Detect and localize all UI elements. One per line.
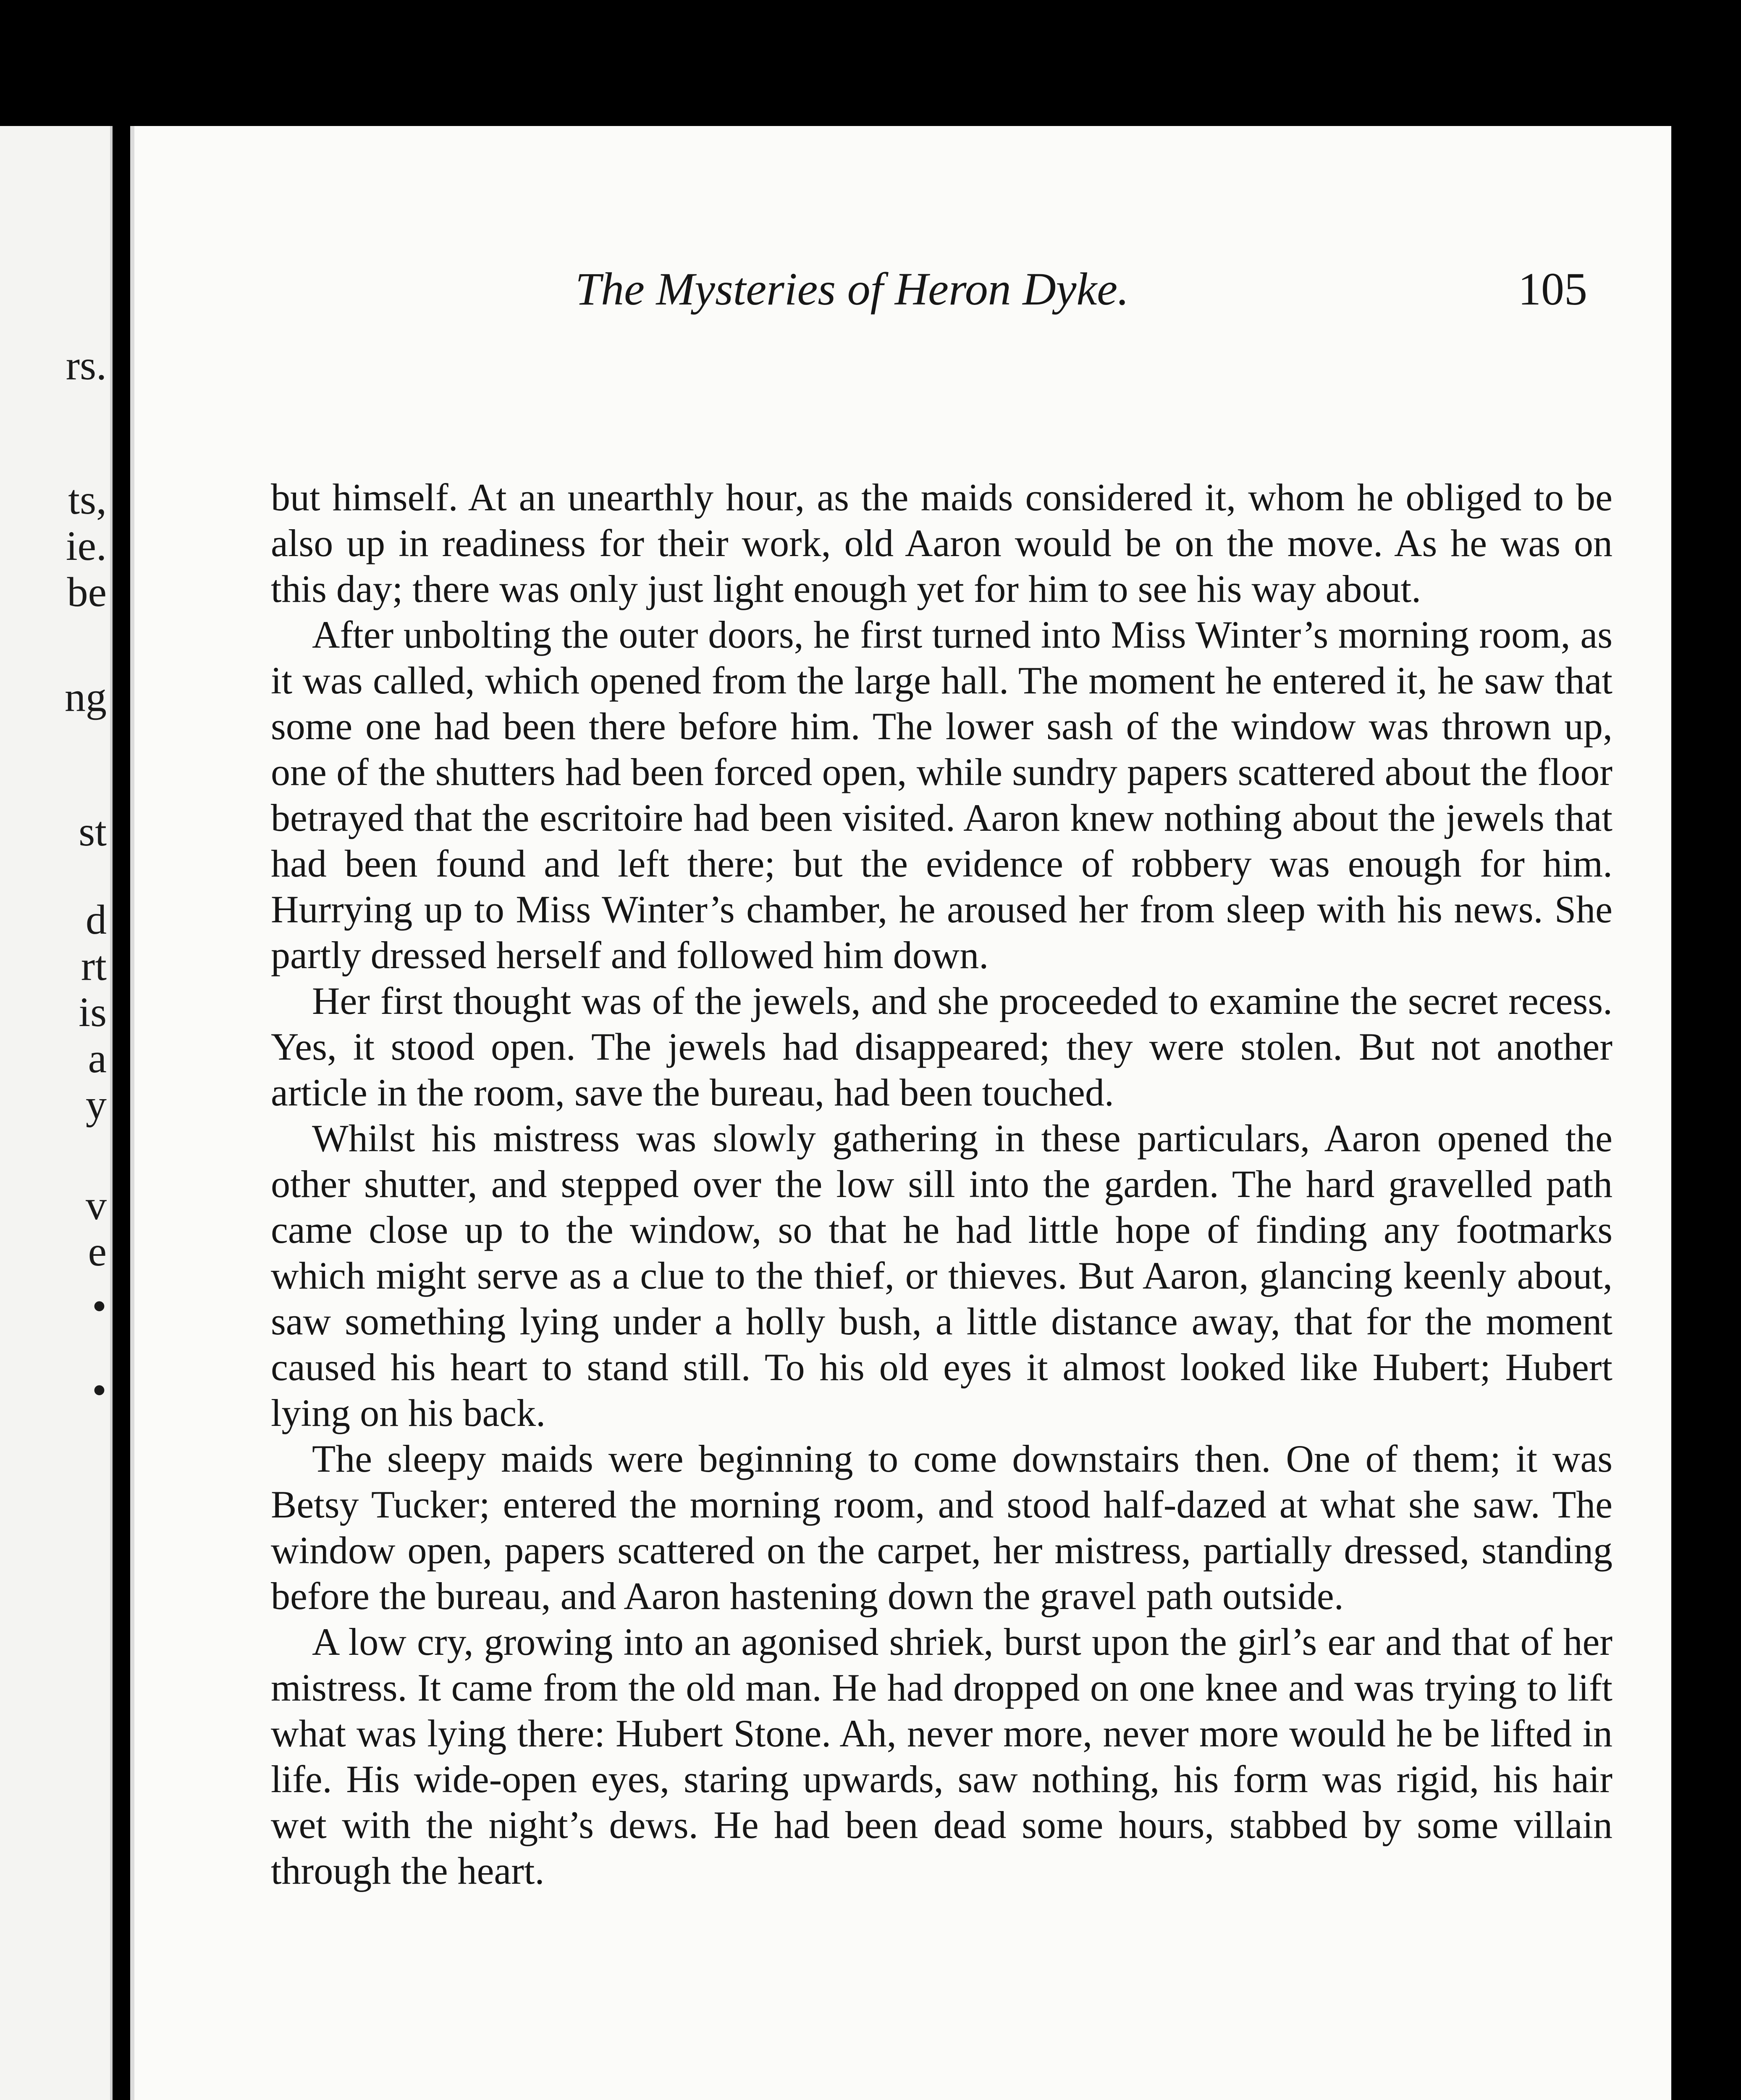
facing-page-fragment: rs. xyxy=(66,342,107,388)
facing-page-fragment: rt xyxy=(81,942,107,989)
book-page xyxy=(130,126,1671,2100)
facing-page-fragment: e xyxy=(88,1228,107,1275)
facing-page-fragment: is xyxy=(79,989,107,1035)
facing-page-fragment: ts, xyxy=(68,476,107,523)
facing-page-fragment: y xyxy=(86,1081,107,1128)
facing-page-fragment: v xyxy=(86,1182,107,1228)
facing-page-fragment: • xyxy=(92,1283,107,1329)
facing-page-fragment: ie. xyxy=(66,522,107,569)
facing-page-fragment: be xyxy=(67,569,107,615)
facing-page-fragment: • xyxy=(92,1367,107,1413)
paragraph: Whilst his mistress was slowly gathering in these particulars, Aaron opened the other shutter, and stepped over the low sill into the garden. The hard gravelled path came close up to the window, so that he had little hope of finding any footmarks which might serve as a clue to the thief, or thieves. But Aaron, glancing keenly about, saw something lying under a holly bush, a little distance away, that for the moment caused his heart to stand still. To his old eyes it almost looked like Hubert; Hubert lying on his back. xyxy=(271,1117,1613,1434)
facing-page xyxy=(0,126,113,2100)
running-head xyxy=(134,260,1587,318)
page-number: 105 xyxy=(1518,263,1587,315)
body-text xyxy=(271,475,1613,1894)
paragraph: A low cry, growing into an agonised shriek, burst upon the girl’s ear and that of her mistress. It came from the old man. He had dropped on one knee and was trying to lift what was lying there: Hubert Stone. Ah, never more, never more would he be lifted in life. His wide-open eyes, staring upwards, saw nothing, his form was rigid, his hair wet with the night’s dews. He had been dead some hours, stabbed by some villain through the heart. xyxy=(271,1620,1613,1892)
paragraph: After unbolting the outer doors, he first turned into Miss Winter’s morning room, as it was called, which opened from the large hall. The moment he entered it, he saw that some one had been there before him. The lower sash of the window was thrown up, one of the shutters had been forced open, while sundry papers scattered about the floor betrayed that the escritoire had been visited. Aaron knew nothing about the jewels that had been found and left there; but the evidence of robbery was enough for him. Hurrying up to Miss Winter’s chamber, he aroused her from sleep with his news. She partly dressed herself and followed him down. xyxy=(271,613,1613,976)
facing-page-fragment: a xyxy=(88,1035,107,1082)
paragraph: Her first thought was of the jewels, and she proceeded to examine the secret recess. Yes, it stood open. The jewels had disappeared; they were stolen. But not another article in the room, save the bureau, had been touched. xyxy=(271,979,1613,1114)
facing-page-fragment: st xyxy=(79,808,107,855)
facing-page-fragment: d xyxy=(86,896,107,943)
paragraph: The sleepy maids were beginning to come downstairs then. One of them; it was Betsy Tucker; entered the morning room, and stood half-dazed at what she saw. The window open, papers scattered on the carpet, her mistress, partially dressed, standing before the bureau, and Aaron hastening down the gravel path outside. xyxy=(271,1437,1613,1617)
paragraph: but himself. At an unearthly hour, as the maids considered it, whom he obliged to be also up in readiness for their work, old Aaron would be on the move. As he was on this day; there was only just light enough yet for him to see his way about. xyxy=(271,476,1613,610)
facing-page-fragment: ng xyxy=(65,674,107,720)
running-title: The Mysteries of Heron Dyke. xyxy=(575,263,1129,315)
